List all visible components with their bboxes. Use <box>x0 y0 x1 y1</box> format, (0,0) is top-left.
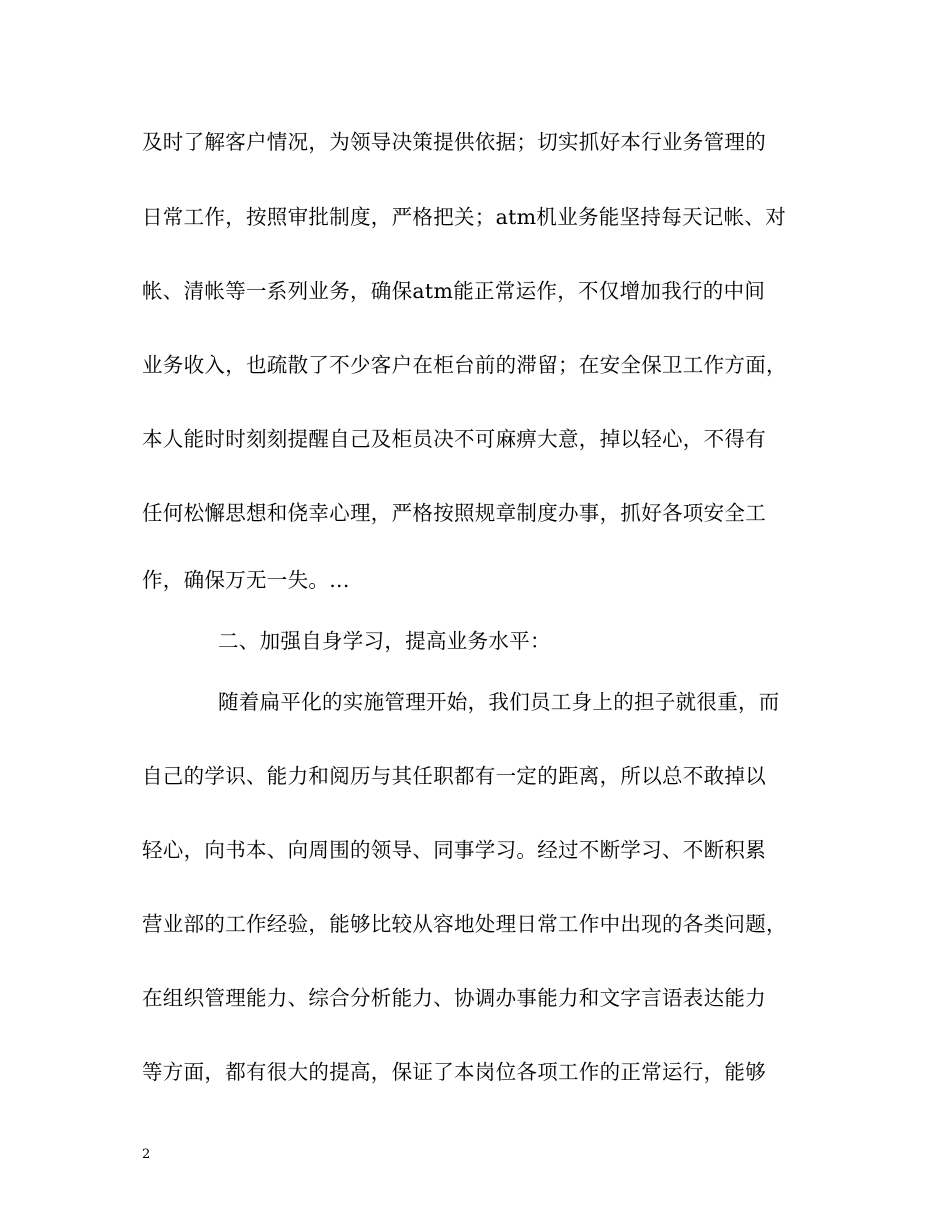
paragraph-line: 作，确保万无一失。... <box>142 568 350 592</box>
paragraph-line: 任何松懈思想和侥幸心理，严格按照规章制度办事，抓好各项安全工 <box>142 501 766 525</box>
paragraph-line: 在组织管理能力、综合分析能力、协调办事能力和文字言语表达能力 <box>142 986 766 1010</box>
paragraph-line: 日常工作，按照审批制度，严格把关；atm机业务能坚持每天记帐、对 <box>142 205 786 229</box>
section-heading: 二、加强自身学习，提高业务水平： <box>218 629 551 653</box>
paragraph-line: 轻心，向书本、向周围的领导、同事学习。经过不断学习、不断积累 <box>142 838 766 862</box>
page-number: 2 <box>142 1147 151 1162</box>
paragraph-line: 自己的学识、能力和阅历与其任职都有一定的距离，所以总不敢掉以 <box>142 764 766 788</box>
paragraph-line: 及时了解客户情况，为领导决策提供依据；切实抓好本行业务管理的 <box>142 130 766 154</box>
paragraph-line: 等方面，都有很大的提高，保证了本岗位各项工作的正常运行，能够 <box>142 1060 766 1084</box>
paragraph-line: 营业部的工作经验，能够比较从容地处理日常工作中出现的各类问题， <box>142 912 787 936</box>
paragraph-line: 业务收入，也疏散了不少客户在柜台前的滞留；在安全保卫工作方面， <box>142 353 787 377</box>
paragraph-line: 随着扁平化的实施管理开始，我们员工身上的担子就很重，而 <box>218 690 780 714</box>
paragraph-line: 本人能时时刻刻提醒自己及柜员决不可麻痹大意，掉以轻心，不得有 <box>142 427 766 451</box>
paragraph-line: 帐、清帐等一系列业务，确保atm能正常运作，不仅增加我行的中间 <box>142 279 766 303</box>
